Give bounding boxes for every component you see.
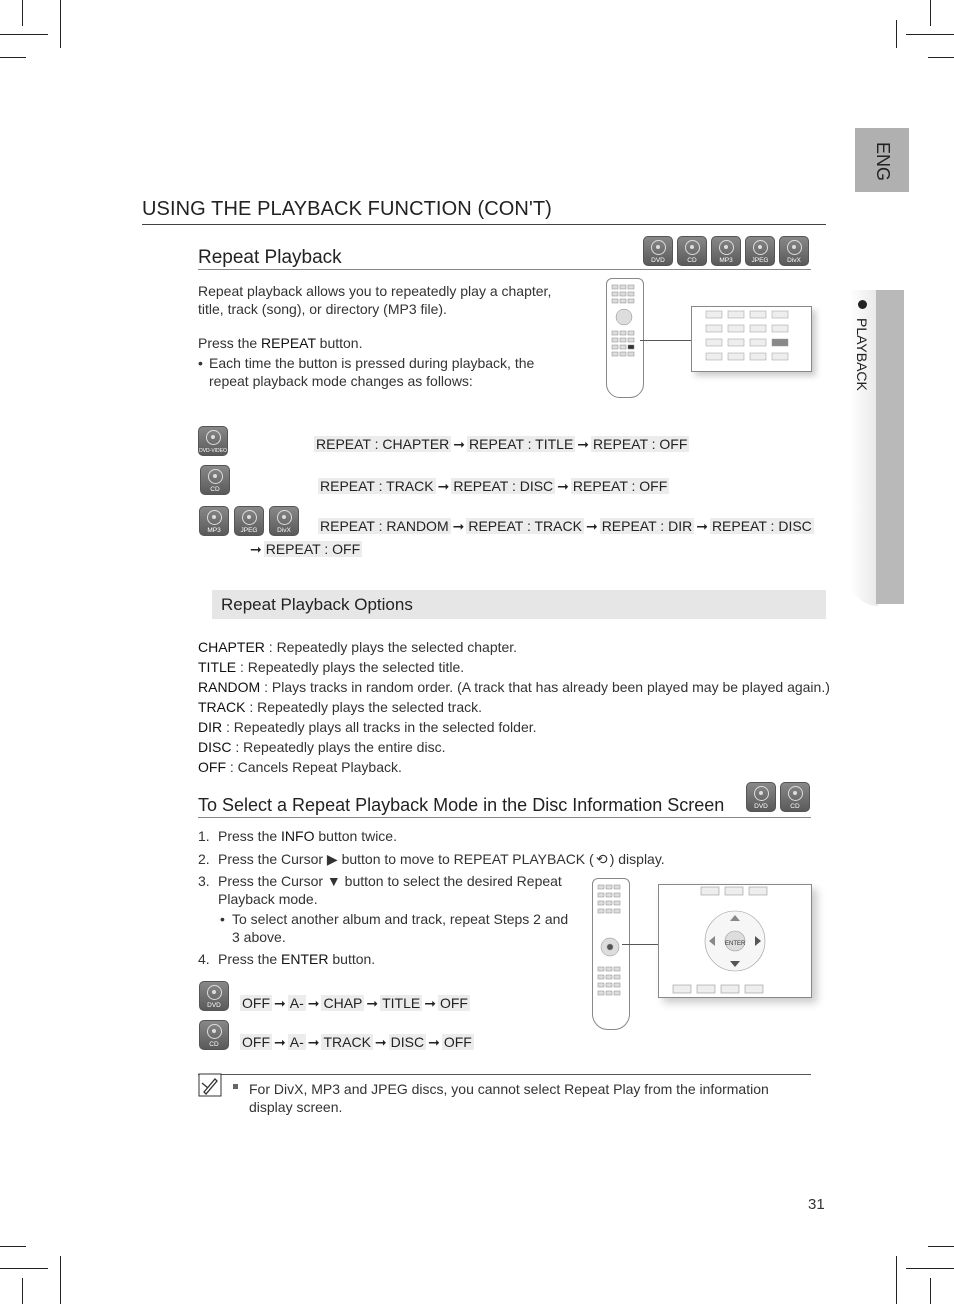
crop-mark — [0, 1246, 26, 1247]
crop-mark — [22, 0, 23, 26]
page-number: 31 — [808, 1196, 825, 1213]
seq-item: OFF — [439, 995, 468, 1011]
dvd-video-disc-icon: DVD-VIDEO — [198, 426, 228, 456]
jpeg-disc-icon: JPEG — [745, 236, 775, 266]
mp3-disc-icon: MP3 — [711, 236, 741, 266]
seq-item: REPEAT : TRACK — [468, 518, 582, 534]
crop-mark — [22, 1278, 23, 1304]
remote-control-image — [592, 878, 630, 1030]
crop-mark — [928, 57, 954, 58]
repeat-intro: Repeat playback allows you to repeatedly play a chapter, title, track (song), or directory (MP3 file). — [198, 283, 552, 317]
seq-item: REPEAT : CHAPTER — [316, 436, 450, 452]
note-text: For DivX, MP3 and JPEG discs, you cannot select Repeat Play from the information display screen. — [249, 1081, 769, 1115]
step-number: 4. — [198, 951, 210, 967]
callout-line — [640, 340, 692, 341]
option-item: TITLE : Repeatedly plays the selected title. — [198, 659, 465, 675]
seq-item: REPEAT : TRACK — [320, 478, 434, 494]
step-4: Press the ENTER button. — [218, 951, 376, 967]
seq-item: TITLE — [382, 995, 421, 1011]
options-header — [212, 590, 826, 619]
dvd-disc-icon: DVD — [746, 782, 776, 812]
side-tab — [876, 290, 904, 604]
side-tab-label: PLAYBACK — [854, 318, 870, 391]
bullet-marker: • — [220, 911, 225, 927]
crop-mark — [896, 1256, 897, 1304]
step-3: Press the Cursor ▼ button to select the desired Repeat Playback mode. — [218, 873, 562, 907]
seq-item: REPEAT : DISC — [453, 478, 554, 494]
seq-item: REPEAT : TITLE — [469, 436, 574, 452]
step-number: 1. — [198, 828, 210, 844]
cd-info-sequence: OFF ➞ A- ➞ TRACK ➞ DISC ➞ OFF — [242, 1034, 472, 1050]
seq-item: A- — [289, 995, 304, 1011]
jpeg-disc-icon: JPEG — [234, 506, 264, 536]
crop-mark — [60, 1256, 61, 1304]
dvd-disc-icon: DVD — [643, 236, 673, 266]
cd-repeat-sequence: REPEAT : TRACK ➞ REPEAT : DISC ➞ REPEAT : OFF — [320, 478, 668, 494]
cd-disc-icon: CD — [200, 465, 230, 495]
divx-disc-icon: DivX — [779, 236, 809, 266]
title-rule — [142, 224, 826, 225]
seq-item: REPEAT : DISC — [711, 518, 812, 534]
crop-mark — [906, 34, 954, 35]
seq-item: DISC — [390, 1034, 425, 1050]
seq-item: REPEAT : DIR — [601, 518, 693, 534]
remote-zoom-image — [658, 884, 812, 998]
page-title: USING THE PLAYBACK FUNCTION (CON'T) — [142, 198, 552, 220]
language-tab — [855, 128, 909, 192]
seq-item: OFF — [443, 1034, 472, 1050]
crop-mark — [928, 1246, 954, 1247]
crop-mark — [930, 1278, 931, 1304]
seq-item: TRACK — [323, 1034, 371, 1050]
option-item: DISC : Repeatedly plays the entire disc. — [198, 739, 446, 755]
dvd-disc-icon: DVD — [199, 981, 229, 1011]
cd-disc-icon: CD — [677, 236, 707, 266]
language-tab-label: ENG — [873, 142, 893, 182]
step-1: Press the INFO button twice. — [218, 828, 397, 844]
crop-mark — [0, 1268, 48, 1269]
options-title: Repeat Playback Options — [221, 595, 413, 614]
option-item: DIR : Repeatedly plays all tracks in the selected folder. — [198, 719, 537, 735]
option-item: CHAPTER : Repeatedly plays the selected chapter. — [198, 639, 518, 655]
enter-button-label: ENTER — [725, 941, 746, 947]
repeat-playback-icon: ⟲ — [595, 851, 608, 867]
callout-line — [622, 944, 659, 945]
crop-mark — [0, 57, 26, 58]
dvd-info-sequence: OFF ➞ A- ➞ CHAP ➞ TITLE ➞ OFF — [242, 995, 468, 1011]
step-2: Press the Cursor ▶ button to move to REPEAT PLAYBACK ( ⟲ ) display. — [218, 851, 665, 867]
seq-item: OFF — [242, 995, 270, 1011]
crop-mark — [60, 0, 61, 48]
bullet-dot-icon — [858, 300, 867, 309]
dvd-repeat-sequence: REPEAT : CHAPTER ➞ REPEAT : TITLE ➞ REPEAT : OFF — [316, 436, 688, 452]
mp3-disc-icon: MP3 — [199, 506, 229, 536]
step-3-sub-bullet: To select another album and track, repeat Steps 2 and 3 above. — [232, 911, 569, 945]
seq-item: CHAP — [323, 995, 363, 1011]
seq-item: REPEAT : OFF — [593, 436, 688, 452]
note-pencil-icon — [198, 1073, 222, 1097]
option-item: RANDOM : Plays tracks in random order. (A track that has already been played may be played again.) — [198, 679, 830, 695]
cd-disc-icon: CD — [780, 782, 810, 812]
seq-item: REPEAT : RANDOM — [320, 518, 449, 534]
option-item: OFF : Cancels Repeat Playback. — [198, 759, 402, 775]
cd-disc-icon: CD — [199, 1020, 229, 1050]
crop-mark — [0, 34, 48, 35]
crop-mark — [896, 20, 897, 48]
section-rule — [198, 817, 811, 818]
section-title-repeat: Repeat Playback — [198, 247, 342, 268]
section-rule — [198, 269, 811, 270]
note-rule — [198, 1074, 811, 1075]
step-number: 3. — [198, 873, 210, 889]
remote-zoom-image — [691, 306, 812, 372]
remote-control-image — [606, 278, 644, 398]
seq-item: A- — [289, 1034, 304, 1050]
crop-mark — [930, 0, 931, 26]
mp3-repeat-sequence: REPEAT : RANDOM ➞ REPEAT : TRACK ➞ REPEAT : DIR ➞ REPEAT : DISC — [320, 518, 812, 534]
crop-mark — [906, 1268, 954, 1269]
seq-item: REPEAT : OFF — [265, 541, 361, 557]
seq-item: OFF — [242, 1034, 270, 1050]
note-bullet-icon — [233, 1084, 238, 1089]
press-repeat-line: Press the REPEAT button. — [198, 335, 363, 351]
step-number: 2. — [198, 851, 210, 867]
mp3-repeat-sequence-cont: ➞ REPEAT : OFF — [250, 541, 361, 557]
section-title-select: To Select a Repeat Playback Mode in the Disc Information Screen — [198, 795, 725, 815]
bullet-marker: • — [198, 355, 203, 371]
divx-disc-icon: DivX — [269, 506, 299, 536]
repeat-bullet: Each time the button is pressed during playback, the repeat playback mode changes as follows: — [209, 355, 535, 389]
seq-item: REPEAT : OFF — [572, 478, 668, 494]
options-list — [198, 638, 830, 778]
option-item: TRACK : Repeatedly plays the selected track. — [198, 699, 483, 715]
